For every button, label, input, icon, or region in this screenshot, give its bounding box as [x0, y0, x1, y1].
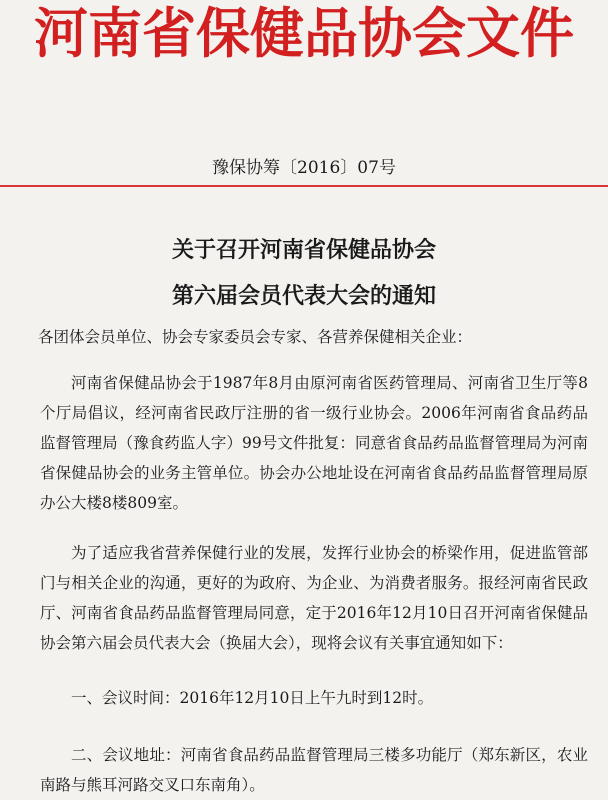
document-number: 豫保协筹〔2016〕07号: [212, 158, 396, 178]
notice-title-line2: 第六届会员代表大会的通知: [171, 284, 436, 309]
meeting-location-item: 二、会议地址：河南省食品药品监督管理局三楼多功能厅（郑东新区，农业南路与熊耳河路交叉口东南角）。: [40, 746, 588, 794]
letterhead-title: 河南省保健品协会文件: [34, 2, 574, 65]
paragraph-introduction: 河南省保健品协会于1987年8月由原河南省医药管理局、河南省卫生厅等8个厅局倡议，经河南省民政厅注册的省一级行业协会。2006年河南省食品药品监督管理局（豫食药监人字）99号文件批复：同意省食品药品监督管理局为河南省保健品协会的业务主管单位。协会办公地址设在河南省食品药品监督管理局原办公大楼8楼809室。: [40, 374, 588, 512]
notice-title-line1: 关于召开河南省保健品协会: [171, 238, 436, 263]
paragraph-purpose: 为了适应我省营养保健行业的发展，发挥行业协会的桥梁作用，促进监管部门与相关企业的沟通，更好的为政府、为企业、为消费者服务。报经河南省民政厅、河南省食品药品监督管理局同意，定于2016年12月10日召开河南省保健品协会第六届会员代表大会（换届大会），现将会议有关事宜通知如下：: [40, 544, 588, 652]
addressee: 各团体会员单位、协会专家委员会专家、各营养保健相关企业：: [38, 328, 473, 346]
meeting-time-item: 一、会议时间：2016年12月10日上午九时到12时。: [71, 689, 434, 707]
red-divider-line: [0, 185, 608, 187]
